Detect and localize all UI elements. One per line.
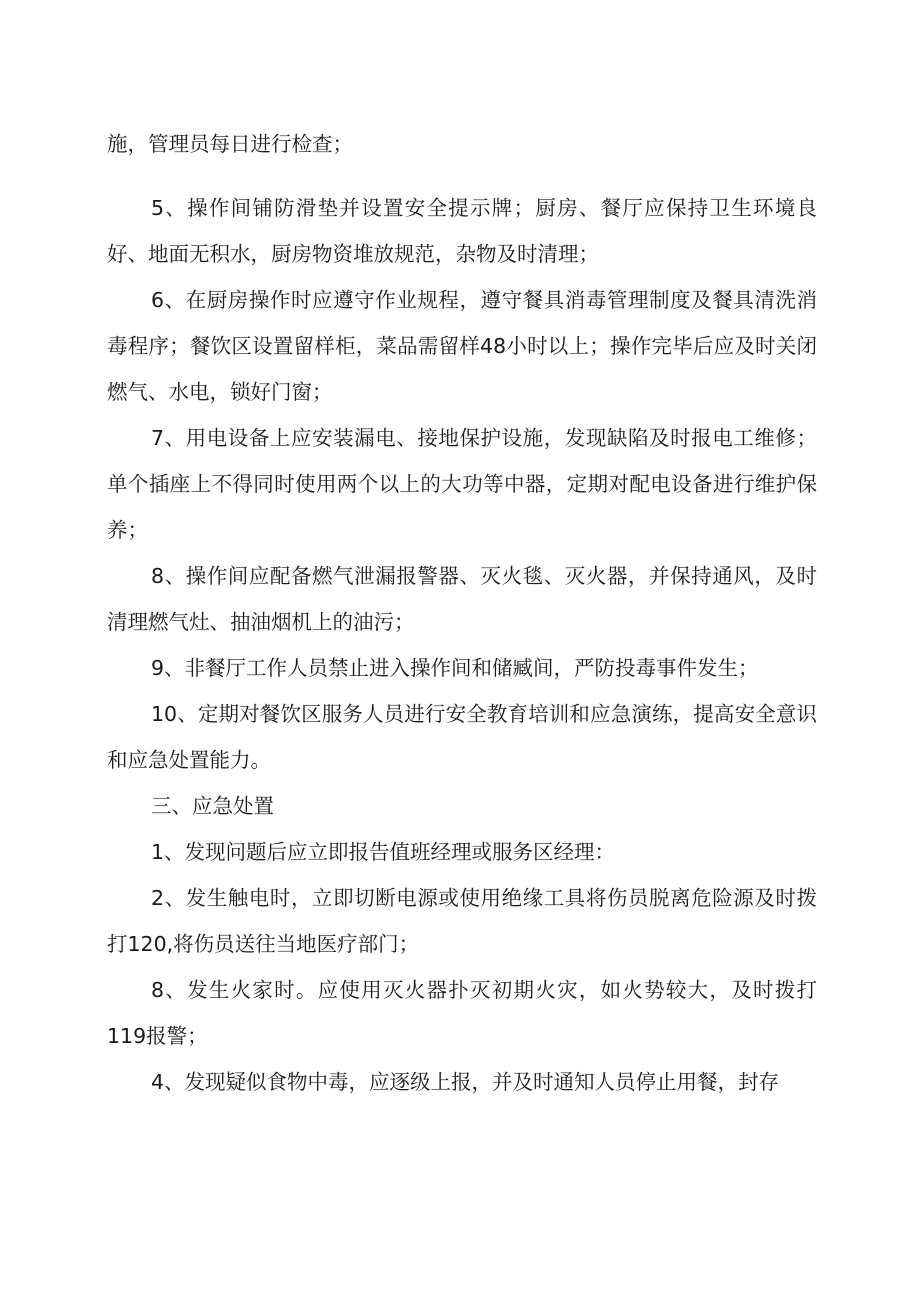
paragraph-item-7: 7、用电设备上应安装漏电、接地保护设施，发现缺陷及时报电工维修；单个插座上不得同时使用两个以上的大功等中器，定期对配电设备进行维护保养； <box>107 426 817 542</box>
emergency-item-2: 2、发生触电时，立即切断电源或使用绝缘工具将伤员脱离危险源及时拨打120,将伤员送往当地医疗部门； <box>107 886 817 956</box>
paragraph-item-6: 6、在厨房操作时应遵守作业规程，遵守餐具消毒管理制度及餐具清洗消毒程序；餐饮区设置留样柜，菜品需留样48小时以上；操作完毕后应及时关闭燃气、水电，锁好门窗； <box>107 288 817 404</box>
paragraph-item-10: 10、定期对餐饮区服务人员进行安全教育培训和应急演练，提高安全意识和应急处置能力。 <box>107 702 817 772</box>
paragraph-item-8: 8、操作间应配备燃气泄漏报警器、灭火毯、灭火器，并保持通风，及时清理燃气灶、抽油烟机上的油污； <box>107 564 817 634</box>
emergency-item-3: 8、发生火家时。应使用灭火器扑灭初期火灾，如火势较大，及时拨打119报警； <box>107 978 817 1048</box>
section-heading-emergency: 三、应急处置 <box>151 794 274 818</box>
document-body <box>107 121 817 1105</box>
emergency-item-4: 4、发现疑似食物中毒，应逐级上报，并及时通知人员停止用餐，封存 <box>151 1070 780 1094</box>
emergency-item-1: 1、发现问题后应立即报告值班经理或服务区经理： <box>151 840 616 864</box>
paragraph-item-9: 9、非餐厅工作人员禁止进入操作间和储臧间，严防投毒事件发生； <box>151 656 759 680</box>
paragraph-continuation: 施，管理员每日进行检查； <box>107 132 353 156</box>
paragraph-item-5: 5、操作间铺防滑垫并设置安全提示牌；厨房、餐厅应保持卫生环境良好、地面无积水，厨房物资堆放规范，杂物及时清理； <box>107 196 817 266</box>
